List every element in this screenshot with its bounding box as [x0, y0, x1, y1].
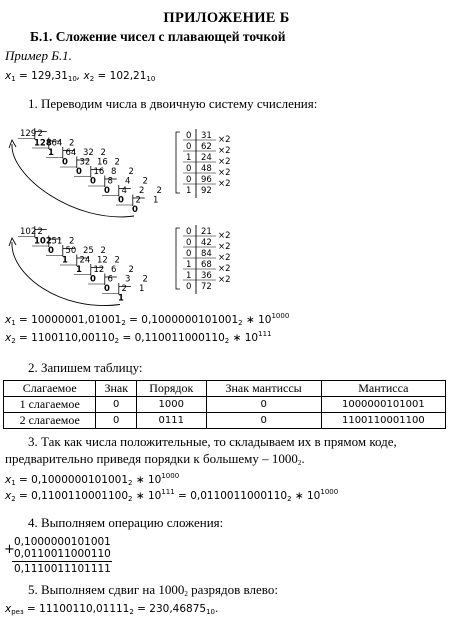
division-digit: 12 [93, 265, 105, 275]
division-digit: 0 [118, 195, 124, 206]
multiplier: ×2 [218, 157, 231, 167]
fraction-x1 [176, 129, 231, 198]
division-digit: 8 [107, 176, 113, 187]
table-header-cell: Знак мантиссы [206, 381, 321, 397]
division-digit: 0 [104, 186, 110, 196]
division-digit: 6 [107, 274, 113, 285]
table-row [4, 413, 446, 429]
division-digit: 102 [20, 227, 37, 237]
division-digit: 8 [111, 167, 117, 177]
fraction-value: 92 [201, 186, 212, 196]
division-digit: 2 [135, 195, 141, 206]
table-header-cell: Мантисса [321, 381, 445, 397]
division-digit: 128 [34, 138, 52, 149]
division-digit: 51 [51, 236, 63, 247]
division-digit: 0 [48, 246, 54, 256]
table-cell: 0 [206, 397, 321, 413]
fraction-int-digit: 1 [186, 186, 192, 196]
sum: 0,1110011101111 [14, 563, 111, 575]
aligned-x2: $x_2 = 0,1100110001100_2$ ∗ $10^{111} = 0,0110011000110_2$ ∗ $10^{1000}$ [5, 488, 339, 503]
table-header-cell: Порядок [136, 381, 206, 397]
division-digit: 24 [79, 255, 91, 266]
division-digit: 1 [139, 284, 145, 294]
fraction-value: 48 [201, 164, 212, 174]
division-digit: 1 [48, 148, 54, 158]
table-cell: 1000 [136, 397, 206, 413]
multiplier: ×2 [218, 264, 231, 274]
section-title: Б.1. Сложение чисел с плавающей точкой [30, 29, 286, 44]
fraction-int-digit: 0 [186, 249, 192, 259]
fraction-x2 [176, 225, 231, 294]
division-digit: 2 [128, 167, 134, 177]
division-digit: 12 [97, 255, 108, 266]
fraction-value: 62 [201, 142, 212, 152]
fraction-bracket [176, 228, 180, 289]
fraction-value: 84 [201, 249, 212, 259]
division-digit: 3 [125, 274, 131, 285]
fraction-int-digit: 1 [186, 260, 192, 270]
division-digit: 0 [104, 284, 110, 294]
division-digit: 1 [153, 195, 159, 206]
addend-1: 0,1000000101001 [14, 536, 111, 548]
fraction-int-digit: 0 [186, 131, 192, 141]
division-digit: 6 [111, 265, 117, 275]
table-cell: 1100110001100 [321, 413, 445, 429]
fraction-value: 36 [201, 271, 212, 281]
division-digit: 2 [139, 186, 145, 196]
multiplier: ×2 [218, 253, 231, 263]
division-digit: 2 [100, 246, 106, 256]
binary-x1: $x_1 = 10000001,01001_2 = 0,1000000101001_2$ ∗ $10^{1000}$ [5, 312, 290, 327]
division-digit: 16 [93, 167, 105, 177]
fraction-int-digit: 1 [186, 153, 192, 163]
aligned-x1: $x_1 = 0,1000000101001_2$ ∗ $10^{1000}$ [5, 472, 180, 487]
division-digit: 0 [90, 274, 96, 285]
table-header [4, 381, 446, 397]
division-digit: 4 [121, 186, 127, 196]
table-cell: 2 слагаемое [4, 413, 96, 429]
multiplier: ×2 [218, 275, 231, 285]
division-digit: 0 [132, 205, 138, 215]
multiplier: ×2 [218, 231, 231, 241]
fraction-int-digit: 1 [186, 271, 192, 281]
division-digit: 2 [142, 274, 148, 285]
division-digit: 1 [118, 293, 124, 304]
step-5: 5. Выполняем сдвиг на $1000_2$ разрядов влево: [28, 582, 278, 598]
table-cell: 0111 [136, 413, 206, 429]
arrow-head [9, 140, 16, 148]
addition-column [4, 536, 134, 575]
fraction-int-digit: 0 [186, 227, 192, 237]
multiplier: ×2 [218, 168, 231, 178]
table-row [4, 397, 446, 413]
fraction-value: 21 [201, 227, 212, 237]
example-label: Пример Б.1. [5, 48, 72, 63]
arrow-head [9, 238, 16, 246]
division-digit: 2 [156, 186, 162, 196]
plus-sign: + [4, 542, 15, 557]
step-3-line-2: предварительно приведя порядки к большему – $1000_2$. [5, 451, 305, 467]
table-cell: 0 [96, 413, 137, 429]
step-3-line-1: 3. Так как числа положительные, то складываем их в прямом коде, [28, 434, 397, 449]
division-digit: 2 [69, 236, 75, 247]
fraction-int-digit: 0 [186, 142, 192, 152]
fraction-bracket [176, 132, 180, 193]
division-digit: 129 [20, 129, 37, 139]
table-header-cell: Слагаемое [4, 381, 96, 397]
multiplier: ×2 [218, 146, 231, 156]
division-digit: 0 [76, 167, 82, 177]
step-4: 4. Выполняем операцию сложения: [28, 515, 224, 530]
conversion-diagrams-2 [0, 220, 453, 310]
division-x1 [9, 128, 162, 217]
table-cell: 1000000101001 [321, 397, 445, 413]
fraction-value: 68 [201, 260, 212, 270]
table-cell: 0 [96, 397, 137, 413]
division-digit: 4 [125, 176, 131, 187]
fraction-value: 42 [201, 238, 212, 248]
division-digit: 32 [83, 148, 94, 158]
division-digit: 25 [83, 246, 94, 256]
final-result: $x_{рез} = 11100110,01111_2 = 230,46875_{10}$. [5, 603, 219, 616]
division-digit: 16 [97, 157, 108, 168]
division-digit: 1 [62, 255, 68, 266]
division-x2 [9, 226, 148, 306]
binary-x2: $x_2 = 1100110,00110_2 = 0,110011000110_2$ ∗ $10^{111}$ [5, 330, 272, 345]
division-digit: 2 [114, 157, 120, 168]
division-digit: 0 [90, 176, 96, 187]
fraction-int-digit: 0 [186, 175, 192, 185]
division-digit: 2 [114, 255, 120, 266]
division-digit: 2 [69, 138, 75, 149]
fraction-int-digit: 0 [186, 282, 192, 292]
fraction-int-digit: 0 [186, 164, 192, 174]
fraction-value: 96 [201, 175, 212, 185]
division-digit: 64 [51, 138, 63, 149]
division-digit: 0 [62, 157, 68, 168]
sum-line [12, 561, 112, 562]
fraction-value: 24 [201, 153, 212, 163]
division-digit: 1 [76, 265, 82, 275]
division-digit: 32 [79, 157, 91, 168]
fraction-int-digit: 0 [186, 238, 192, 248]
table-cell: 1 слагаемое [4, 397, 96, 413]
division-digit: 2 [128, 265, 134, 275]
multiplier: ×2 [218, 179, 231, 189]
given-values: $x_1 = 129,31_{10}$, $x_2 = 102,21_{10}$ [5, 70, 156, 83]
division-digit: 2 [37, 227, 43, 237]
division-digit: 64 [65, 148, 77, 158]
multiplier: ×2 [218, 135, 231, 145]
step-2: 2. Запишем таблицу: [28, 360, 143, 375]
addend-2: 0,0110011000110 [14, 548, 111, 560]
multiplier: ×2 [218, 242, 231, 252]
fraction-value: 31 [201, 131, 212, 141]
table-cell: 0 [206, 413, 321, 429]
fraction-value: 72 [201, 282, 212, 292]
division-digit: 102 [34, 236, 52, 247]
appendix-title: ПРИЛОЖЕНИЕ Б [163, 10, 290, 26]
division-digit: 50 [65, 246, 77, 256]
division-digit: 2 [121, 284, 127, 294]
division-digit: 2 [142, 176, 148, 187]
step-1: 1. Переводим числа в двоичную систему счисления: [28, 96, 318, 111]
table-header-cell: Знак [96, 381, 137, 397]
division-digit: 2 [100, 148, 106, 158]
division-digit: 2 [37, 129, 43, 139]
summands-table [3, 380, 446, 429]
